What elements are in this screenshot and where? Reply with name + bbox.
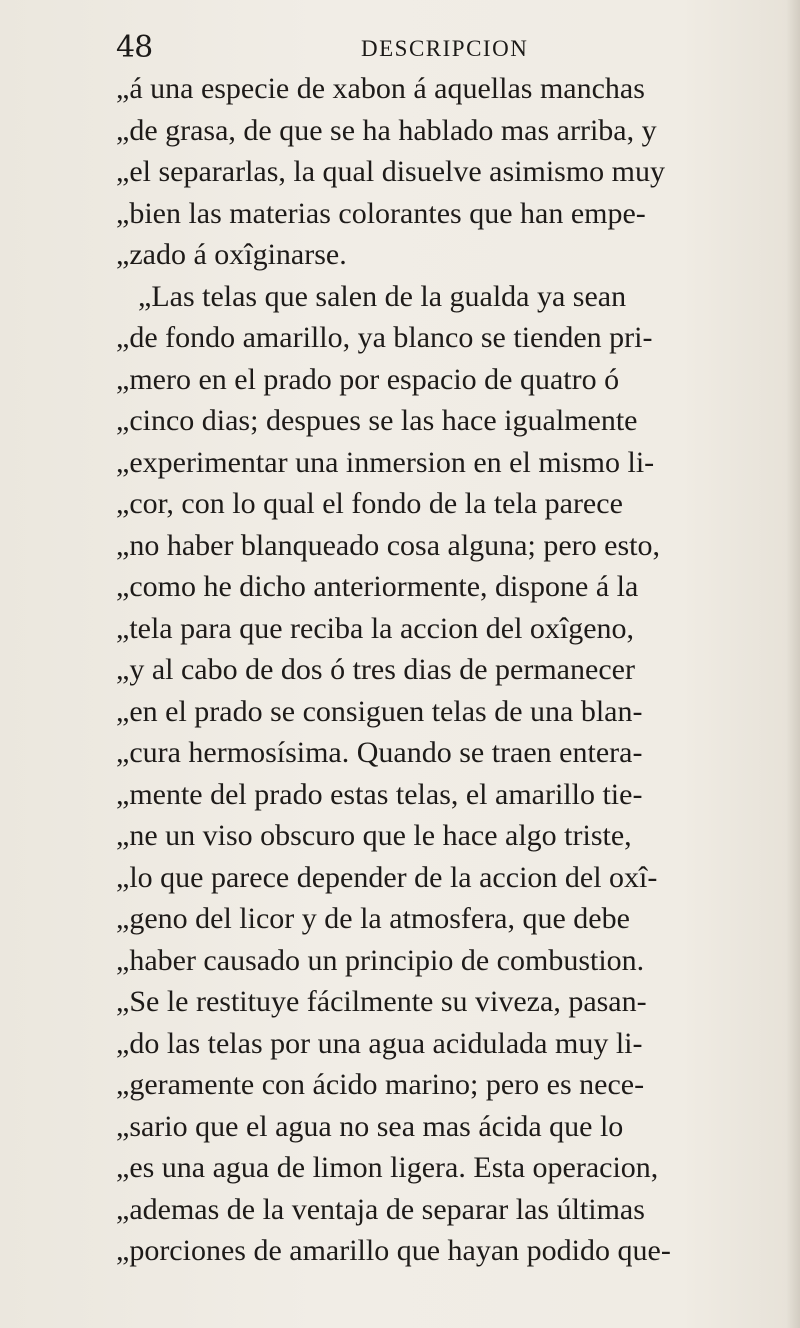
text-line: „en el prado se consiguen telas de una blan- — [116, 694, 643, 728]
text-line: „á una especie de xabon á aquellas manchas — [116, 72, 645, 105]
text-line: „de grasa, de que se ha hablado mas arriba, y — [116, 113, 657, 147]
text-line: „cinco dias; despues se las hace igualmente — [116, 404, 638, 437]
text-line: „experimentar una inmersion en el mismo li- — [116, 445, 655, 479]
text-line: „como he dicho anteriormente, dispone á la — [116, 570, 639, 603]
text-line: „ademas de la ventaja de separar las últimas — [116, 1192, 645, 1226]
text-line: „geramente con ácido marino; pero es nece- — [116, 1068, 645, 1101]
paragraph-start-line: „Las telas que salen de la gualda ya sean — [138, 279, 627, 313]
text-line: „zado á oxîginarse. — [116, 238, 347, 271]
text-line: „bien las materias colorantes que han empe- — [116, 196, 646, 230]
text-line: „ne un viso obscuro que le hace algo triste, — [116, 819, 632, 852]
text-line: „de fondo amarillo, ya blanco se tienden pri- — [116, 321, 653, 354]
text-line: „porciones de amarillo que hayan podido que- — [116, 1234, 671, 1267]
text-line: „cura hermosísima. Quando se traen entera- — [116, 736, 643, 769]
text-line: „el separarlas, la qual disuelve asimismo muy — [116, 155, 666, 188]
text-line: „do las telas por una agua acidulada muy li- — [116, 1026, 643, 1060]
text-line: „es una agua de limon ligera. Esta operacion, — [116, 1151, 659, 1184]
running-head: DESCRIPCION — [361, 36, 529, 61]
text-line: „sario que el agua no sea mas ácida que lo — [116, 1109, 624, 1143]
text-line: „mero en el prado por espacio de quatro ó — [116, 362, 620, 396]
page-header — [116, 30, 676, 70]
text-line: „cor, con lo qual el fondo de la tela parece — [116, 487, 623, 520]
text-line: „haber causado un principio de combustion. — [116, 943, 645, 977]
text-line: „mente del prado estas telas, el amarillo tie- — [116, 777, 643, 811]
text-line: „lo que parece depender de la accion del oxî- — [116, 860, 658, 894]
page-number: 48 — [116, 30, 153, 65]
text-line: „tela para que reciba la accion del oxîgeno, — [116, 611, 635, 645]
text-line: „geno del licor y de la atmosfera, que debe — [116, 902, 630, 935]
body-text — [116, 68, 796, 1272]
text-line: „y al cabo de dos ó tres dias de permanecer — [116, 653, 635, 686]
text-line: „Se le restituye fácilmente su viveza, pasan- — [116, 985, 647, 1018]
text-line: „no haber blanqueado cosa alguna; pero esto, — [116, 528, 660, 562]
